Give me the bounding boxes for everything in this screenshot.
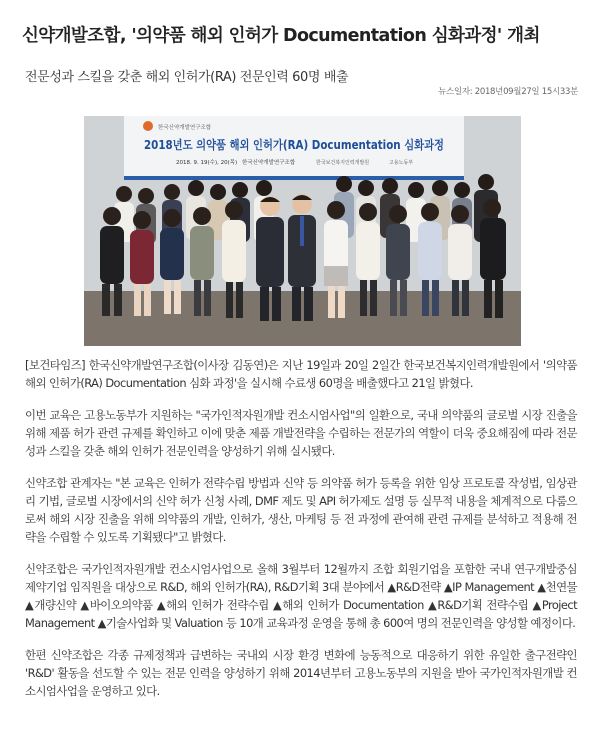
article-date: 뉴스일자: 2018년09월27일 15시33분 [438,87,578,97]
article-paragraph-2: 이번 교육은 고용노동부가 지원하는 "국가인적자원개발 컨소시엄사업"의 일환으로, 국내 의약품의 글로벌 시장 진출을 위해 제품 허가 관련 규제를 확인하고 이에 맞춘 제품 개발전략을 수립하는 전문가의 역할이 더욱 중요해짐에 따라 전문성과 스킬을 갖춘 해외 인허가 전문인력을 양성하기 위해 실시됐다. [25,408,577,458]
article-paragraph-4: 신약조합은 국가인적자원개발 컨소시엄사업으로 올해 3월부터 12월까지 조합 회원기업을 포함한 국내 연구개발중심 제약기업 임직원을 대상으로 R&D, 해외 인허가(RA), R&D기획 3대 분야에서 ▲R&D전략 ▲IP Management ▲천연물 ▲개량신약 ▲바이오의약품 ▲해외 인허가 전략수립 ▲해외 인허가 Documentation ▲R&D기획 전략수립 ▲Project Management ▲기술사업화 및 Valuation 등 10개 교육과정 운영을 통해 총 600여 명의 전문인력을 양성할 예정이다. [25,562,577,630]
article-paragraph-3: 신약조합 관계자는 "본 교육은 인허가 전략수립 방법과 신약 등 의약품 허가 등록을 위한 임상 프로토콜 작성법, 임상관리 기법, 글로벌 시장에서의 신약 허가 신청 사례, DMF 제도 및 API 허가제도 설명 등 실무적 내용을 체계적으로 다룸으로써 해외 시장 진출을 위해 의약품의 개발, 인허가, 생산, 마케팅 등 전 과정에 관여해 관련 규제를 분석하고 적용해 전략을 수립할 수 있도록 기획됐다"고 밝혔다. [25,476,577,544]
article-paragraph-1: [보건타임즈] 한국신약개발연구조합(이사장 김동연)은 지난 19일과 20일 2일간 한국보건복지인력개발원에서 '의약품 해외 인허가(RA) Documentation 심화 과정'을 실시해 수료생 60명을 배출했다고 21일 밝혔다. [25,358,577,390]
group-photo [84,116,521,346]
banner-sponsor-1: 한국보건복지인력개발원 [316,160,370,166]
banner-title: 2018년도 의약품 해외 인허가(RA) Documentation 심화과정 [144,138,494,152]
banner-org: 한국신약개발연구조합 [242,160,296,166]
banner-sponsor-2: 고용노동부 [389,160,414,166]
banner-logo-icon [143,121,153,131]
group-photo-illustration [84,116,521,346]
article-title: 신약개발조합, '의약품 해외 인허가 Documentation 심화과정' 개최 [22,26,540,46]
article-paragraph-5: 한편 신약조합은 각종 규제정책과 급변하는 국내외 시장 환경 변화에 능동적으로 대응하기 위한 유일한 출구전략인 'R&D' 활동을 선도할 수 있는 전문 인력을 양성하기 위해 2014년부터 고용노동부의 지원을 받아 국가인적자원개발 컨소시엄사업을 운영하고 있다. [25,648,577,698]
banner-org-small: 한국신약개발연구조합 [158,125,212,131]
article-body [25,356,577,714]
banner-date: 2018. 9. 19(수), 20(목) [176,160,238,166]
article-subtitle: 전문성과 스킬을 갖춘 해외 인허가(RA) 전문인력 60명 배출 [25,70,349,85]
